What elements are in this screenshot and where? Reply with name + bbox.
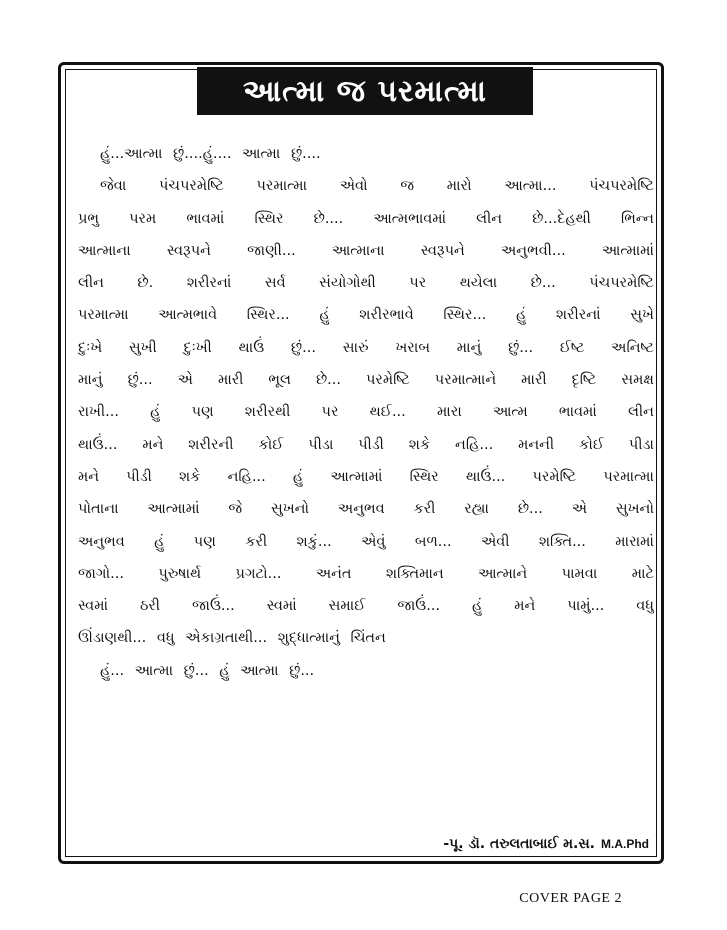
- word: કરી: [245, 533, 268, 550]
- text-line: [78, 396, 654, 428]
- text-line: [78, 493, 654, 525]
- word: છું...: [290, 339, 316, 356]
- text-line: [78, 364, 654, 396]
- word: ભાવમાં: [186, 210, 225, 227]
- word: છું...: [508, 339, 534, 356]
- page-footer: COVER PAGE 2: [519, 891, 622, 906]
- word: છે.: [137, 275, 154, 292]
- word: ઠરી: [139, 598, 161, 615]
- word: શરીરનાં: [555, 307, 601, 324]
- word: જાગો...: [78, 565, 124, 582]
- word: શરીરથી: [244, 404, 291, 421]
- word: અનુભવી...: [501, 242, 566, 259]
- word: આત્મામાં: [601, 242, 654, 259]
- word: પણ: [191, 404, 214, 421]
- word: છું...: [127, 372, 153, 389]
- word: હું: [292, 468, 304, 485]
- word: પંચપરમેષ્ટિ: [589, 275, 654, 292]
- word: હું: [472, 598, 483, 615]
- word: પીડી: [126, 468, 152, 485]
- word: શરીરની: [188, 436, 234, 453]
- text-line: [78, 203, 654, 235]
- word: સુખનો: [615, 501, 654, 518]
- word: છે...: [315, 372, 341, 389]
- word: જ: [400, 178, 415, 195]
- text-line: [78, 332, 654, 364]
- word: મારામાં: [615, 533, 654, 550]
- word: પરમાત્માને: [434, 372, 497, 389]
- word: લીન: [627, 404, 654, 421]
- word: પરમેષ્ટિ: [532, 468, 577, 485]
- word: દુઃખે: [78, 339, 103, 356]
- word: થયેલા: [459, 275, 498, 292]
- word: હું: [154, 533, 165, 550]
- word: લીન: [78, 275, 104, 292]
- word: જાણી...: [247, 242, 296, 259]
- word: સ્વરૂપને: [166, 242, 211, 259]
- word: જાઉં...: [397, 598, 441, 615]
- word: દુઃખી: [183, 339, 212, 356]
- word: સમાઈ: [328, 598, 366, 615]
- word: પર: [409, 275, 427, 292]
- word: સુખનો: [270, 501, 310, 518]
- word: પામું...: [567, 598, 605, 615]
- word: સ્થિર: [409, 468, 439, 485]
- word: શક્તિમાન: [385, 565, 444, 582]
- word: આત્મામાં: [147, 501, 200, 518]
- word: સર્વ: [264, 275, 286, 292]
- word: મને: [514, 598, 536, 615]
- word: પીડી: [358, 436, 384, 453]
- word: દૃષ્ટિ: [571, 372, 597, 389]
- word: મનની: [518, 436, 555, 453]
- word: આત્મ: [492, 404, 528, 421]
- word: પોતાના: [78, 501, 119, 518]
- text-line: [78, 590, 654, 622]
- word: હું: [319, 307, 330, 324]
- word: મારા: [436, 404, 462, 421]
- word: પામવા: [561, 565, 598, 582]
- word: ભૂલ: [268, 372, 291, 389]
- word: સુખે: [630, 307, 654, 324]
- word: હું: [515, 307, 527, 324]
- word: અનિષ્ટ: [611, 339, 654, 356]
- word: આત્મા...: [504, 178, 557, 195]
- word: અનંત: [315, 565, 352, 582]
- word: એ: [177, 372, 193, 389]
- word: પંચપરમેષ્ટિ: [589, 178, 654, 195]
- text-line: [78, 299, 654, 331]
- word: મને: [142, 436, 164, 453]
- text-line: [78, 170, 654, 202]
- word: વધુ: [636, 598, 654, 615]
- text-line: [78, 558, 654, 590]
- word: સમક્ષ: [621, 372, 654, 389]
- word: પર: [321, 404, 339, 421]
- word: ભિન્ન: [621, 210, 654, 227]
- word: સંયોગોથી: [319, 275, 376, 292]
- word: પ્રગટો...: [235, 565, 282, 582]
- word: પુરુષાર્થ: [158, 565, 202, 582]
- word: પીડા: [308, 436, 334, 453]
- author-signature: [443, 836, 649, 852]
- word: માટે: [631, 565, 654, 582]
- word: આત્માના: [78, 242, 131, 259]
- word: પરમાત્મા: [603, 468, 654, 485]
- word: સુખી: [128, 339, 157, 356]
- word: શક્તિ...: [538, 533, 586, 550]
- text-line: [78, 526, 654, 558]
- text-line: [78, 429, 654, 461]
- word: છે...દેહથી: [532, 210, 591, 227]
- word: આત્મભાવમાં: [373, 210, 447, 227]
- text-line: હું...આત્મા છું....હું.... આત્મા છું....: [100, 146, 321, 162]
- word: શકે: [179, 468, 201, 485]
- word: નહિ...: [455, 436, 494, 453]
- word: રહ્યા: [464, 501, 489, 518]
- word: શરીરનાં: [186, 275, 232, 292]
- author-degree: M.A.Phd: [601, 837, 649, 851]
- word: સ્વમાં: [78, 598, 109, 615]
- word: લીન: [476, 210, 503, 227]
- word: કોઈ: [258, 436, 284, 453]
- word: મને: [78, 468, 100, 485]
- word: કરી: [413, 501, 436, 518]
- word: આત્મામાં: [330, 468, 383, 485]
- word: એવું: [361, 533, 386, 550]
- word: આત્મભાવે: [158, 307, 218, 324]
- word: થાઉં...: [78, 436, 118, 453]
- word: જાઉં...: [192, 598, 235, 615]
- text-line: ઊંડાણથી... વધુ એકાગ્રતાથી... શુદ્ધાત્માનું ચિંતન: [78, 630, 386, 647]
- word: સ્વમાં: [266, 598, 297, 615]
- word: મારો: [446, 178, 472, 195]
- word: પરમાત્મા: [78, 307, 129, 324]
- word: ઈષ્ટ: [559, 339, 585, 356]
- word: આત્માના: [331, 242, 385, 259]
- word: મારી: [217, 372, 244, 389]
- word: શરીરભાવે: [359, 307, 414, 324]
- word: છે...: [530, 275, 556, 292]
- word: અનુભવ: [337, 501, 385, 518]
- word: પીડા: [628, 436, 654, 453]
- word: આત્માને: [478, 565, 528, 582]
- text-line: [78, 461, 654, 493]
- word: ખરાબ: [395, 339, 430, 356]
- word: એવો: [339, 178, 368, 195]
- word: એ: [571, 501, 588, 518]
- word: બળ...: [414, 533, 452, 550]
- text-line: [78, 235, 654, 267]
- word: કોઈ: [578, 436, 605, 453]
- word: રાખી...: [78, 404, 119, 421]
- body-text: [78, 138, 654, 687]
- word: સ્વરૂપને: [420, 242, 465, 259]
- word: શકે: [408, 436, 431, 453]
- word: પંચપરમેષ્ટિ: [158, 178, 224, 195]
- word: થાઉં: [238, 339, 265, 356]
- word: માનું: [456, 339, 482, 356]
- word: હું: [150, 404, 161, 421]
- word: પરમ: [129, 210, 157, 227]
- word: સ્થિર: [254, 210, 284, 227]
- word: સ્થિર...: [246, 307, 290, 324]
- word: મારી: [521, 372, 547, 389]
- word: છે...: [517, 501, 543, 518]
- word: સારું: [342, 339, 369, 356]
- word: એવી: [481, 533, 510, 550]
- word: સ્થિર...: [443, 307, 487, 324]
- text-line: [78, 267, 654, 299]
- word: ભાવમાં: [558, 404, 597, 421]
- word: થાઉં...: [465, 468, 506, 485]
- word: પરમેષ્ટિ: [366, 372, 410, 389]
- page-title: આત્મા જ પરમાત્મા: [197, 67, 533, 115]
- word: પણ: [193, 533, 216, 550]
- word: પ્રભુ: [78, 210, 100, 227]
- word: અનુભવ: [78, 533, 125, 550]
- word: શકું...: [296, 533, 332, 550]
- word: થઈ...: [369, 404, 406, 421]
- word: જેવા: [100, 178, 127, 195]
- word: છે....: [313, 210, 344, 227]
- word: નહિ...: [227, 468, 266, 485]
- author-name: -પૂ. ડૉ. તરુલતાબાઈ મ.સ.: [443, 836, 595, 852]
- word: જે: [228, 501, 243, 518]
- word: પરમાત્મા: [256, 178, 308, 195]
- text-line: હું... આત્મા છું... હું આત્મા છું...: [100, 662, 315, 679]
- word: માનું: [78, 372, 103, 389]
